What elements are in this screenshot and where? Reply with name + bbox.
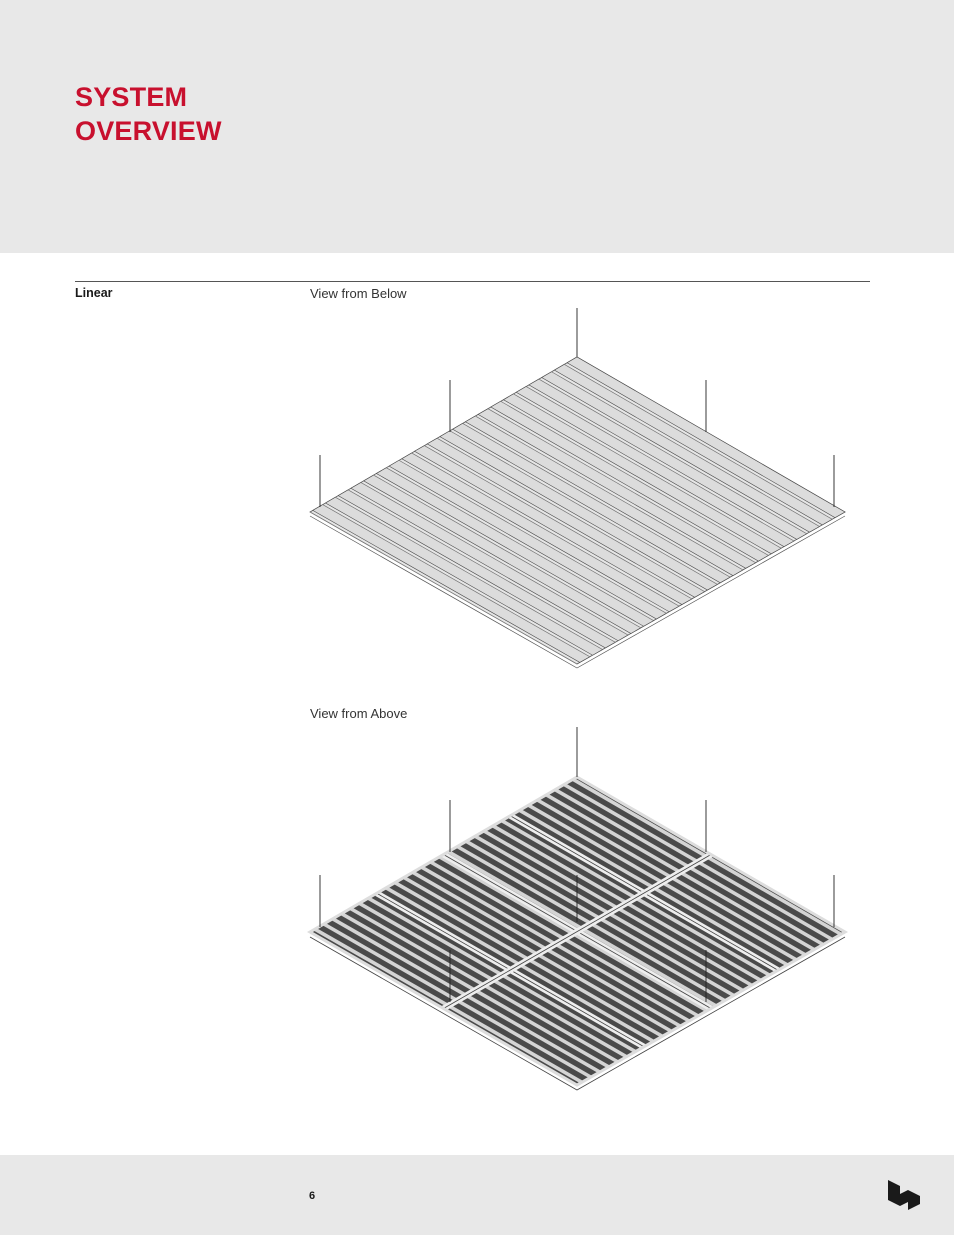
linear-ceiling-above-drawing: [300, 720, 860, 1100]
page-number: 6: [309, 1190, 316, 1202]
linear-ceiling-below-drawing: [300, 300, 860, 680]
page-title: [75, 80, 222, 148]
view-from-below-caption: View from Below: [310, 286, 407, 301]
view-from-above-caption: View from Above: [310, 706, 408, 721]
brand-logo-icon: [886, 1178, 922, 1212]
section-label: Linear: [75, 286, 113, 300]
page-title-line-2: OVERVIEW: [75, 116, 222, 146]
footer-band: [0, 1155, 954, 1235]
page-title-line-1: SYSTEM: [75, 82, 188, 112]
section-divider: [75, 281, 870, 282]
